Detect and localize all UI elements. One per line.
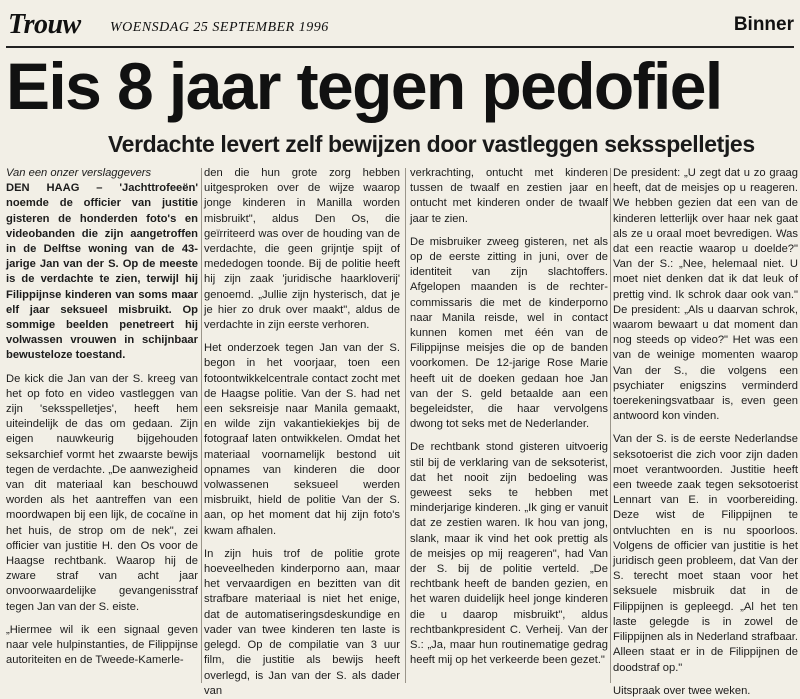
dateline-place: DEN HAAG [6,182,80,195]
newspaper-logo: Trouw [8,9,81,40]
article-headline: Eis 8 jaar tegen pedofiel [6,49,722,123]
article-column-1 [6,166,198,688]
lead-text: – 'Jachttrofeeën' noemde de officier van justitie gisteren de honderden foto's en videobanden die zijn aangetroffen in de Delftse woning van de 43-jarige Jan van der S. Op de meeste is de verdachte te zien, terwijl hij Filippijnse kinderen van soms maar elf jaar seksueel misbruikt. Op sommige beelden penetreert hij volwassen vrouwen in schijnbaar bewusteloze toestand. [6,182,198,362]
lead-paragraph [6,166,198,364]
issue-date: WOENSDAG 25 SEPTEMBER 1996 [110,20,329,35]
body-paragraph: De president: „U zegt dat u zo graag heeft, dat de meisjes op u reageren. We hebben gezien dat een van de kinderen letterlijk over haar nek gaat als ze u oraal moet bevredigen. Was dat een reactie waarop u doelde?" Van der S.: „Nee, helemaal niet. U moet niet denken dat ik dat leuk of prettig vind. Ik schrok daar ook van." De president: „Als u daarvan schrok, waarom bewaart u dat moment dan nog steeds op video?" Het was een van de weinige momenten waarop Van der S., die volgens een psychiater enigszins verminderd toerekeningsvatbaar is, even geen antwoord kon vinden. [613,167,798,423]
column-divider [405,168,406,683]
article-subheadline: Verdachte levert zelf bewijzen door vastleggen seksspelletjes [108,131,755,157]
byline: Van een onzer verslaggevers [6,167,152,179]
body-paragraph: De misbruiker zweeg gisteren, net als op de eerste zitting in juni, over de identiteit van zijn slachtoffers. Afgelopen maanden is de rechter-commissaris die met de kinderporno naar Manila reisde, wel in contact kunnen komen met één van de Filippijnse meisjes die op de banden voorkomen. De 12-jarige Rose Marie heeft uit de doeken gedaan hoe Jan van der S. geld betaalde aan een begeleidster, die haar vervolgens dwong tot seks met de Nederlander. [410,235,608,431]
article-column-2 [204,166,400,697]
body-paragraph: den die hun grote zorg hebben uitgesproken over de wijze waarop jonge kinderen in Manilla worden misbruikt", aldus Den Os, die geïrriteerd was over de houding van de verdachte, die geen grijntje spijt of mededogen toonde. Bij de politie heeft hij zijn zaak 'juridische haarkloverij' genoemd. „Jullie zijn hysterisch, dat je je hier zo druk over maakt", aldus de verdachte in zijn eerste verhoren. [204,167,400,332]
section-label: Binner [733,14,794,35]
body-paragraph: In zijn huis trof de politie grote hoeveelheden kinderporno aan, maar het vervaardigen en bezitten van dit strafbare materiaal is niet het enige, dat de automatiseringsdeskundige en vader van twee kinderen ten laste is gelegd. Op de compilatie van 3 uur film, die justitie als bewijs heeft overlegd, is Jan van der S. als dader van [204,547,400,697]
column-divider [610,168,611,683]
body-paragraph: „Hiermee wil ik een signaal geven naar vele hulpinstanties, de Filippijnse autoriteiten en de Tweede-Kamerle- [6,623,198,667]
body-paragraph: De rechtbank stond gisteren uitvoerig stil bij de verklaring van de seksoterist, dat het nooit zijn bedoeling was geweest seks te hebben met minderjarige kinderen. „Ik ging er vanuit dat ze zestien waren. Ik hou van jong, slank, maar ik vind het ook prettig als de meisjes op mij reageren", had Van der S. bij de politie verteld. „De rechtbank heeft de banden gezien, en het waren duidelijk heel jonge kinderen die u daarop misbruikt", aldus rechtbankpresident C. Verheij. Van der S.: „Ja, maar hun routinematige gedrag heeft mij op het verkeerde been gezet." [410,441,608,667]
closing-paragraph: Uitspraak over twee weken. [613,684,751,697]
body-paragraph: Van der S. is de eerste Nederlandse seksotoerist die zich voor zijn daden moet verantwoorden. Justitie heeft een tweede zaak tegen seksotoerist Lennart van E. in voorbereiding. Deze wist de Filippijnen te ontvluchten en is nu spoorloos. Volgens de officier van justitie is het juridisch geen probleem, dat Van der S. terecht moet staan voor het seksuele misbruik dat in de Filippijnen is gepleegd. „Al het ten laste gelegde is in zowel de Filippijnen als in Nederland strafbaar. Alleen staat er in de Filippijnen de doodstraf op." [613,433,798,674]
body-paragraph: verkrachting, ontucht met kinderen tussen de twaalf en zestien jaar en ontucht met kinderen onder de twaalf jaar te zien. [410,167,608,225]
body-paragraph: De kick die Jan van der S. kreeg van het op foto en video vastleggen van zijn 'seksspelletjes', heeft hem uiteindelijk de das om gedaan. Zijn eigen nauwkeurig bijgehouden seksarchief vormt het zwaarste bewijs tegen de verdachte. „De aanwezigheid van dit materiaal kan beschouwd worden als het aantreffen van een moordwapen bij een lijk, de cocaïne in het huis, de strop om de nek", zei officier van justitie H. den Os voor de Haagse rechtbank. Waarop hij de zware straf van acht jaar onvoorwaardelijke gevangenisstraf tegen Jan van der S. eiste. [6,372,198,613]
column-divider [201,168,202,683]
masthead [0,0,800,46]
article-column-4 [613,166,798,697]
body-paragraph: Het onderzoek tegen Jan van der S. begon in het voorjaar, toen een fotoontwikkelcentrale contact zocht met de Haagse politie. Van der S. had net een seksreisje naar Manila gemaakt, en wilde zijn vakantiekiekjes bij de fotograaf laten ontwikkelen. Omdat het materiaal voornamelijk bestond uit opnames van kinderen die door volwassenen seksueel werden misbruikt, hield de politie Van der S. aan, op het moment dat hij zijn foto's kwam afhalen. [204,342,400,537]
article-column-3 [410,166,608,688]
